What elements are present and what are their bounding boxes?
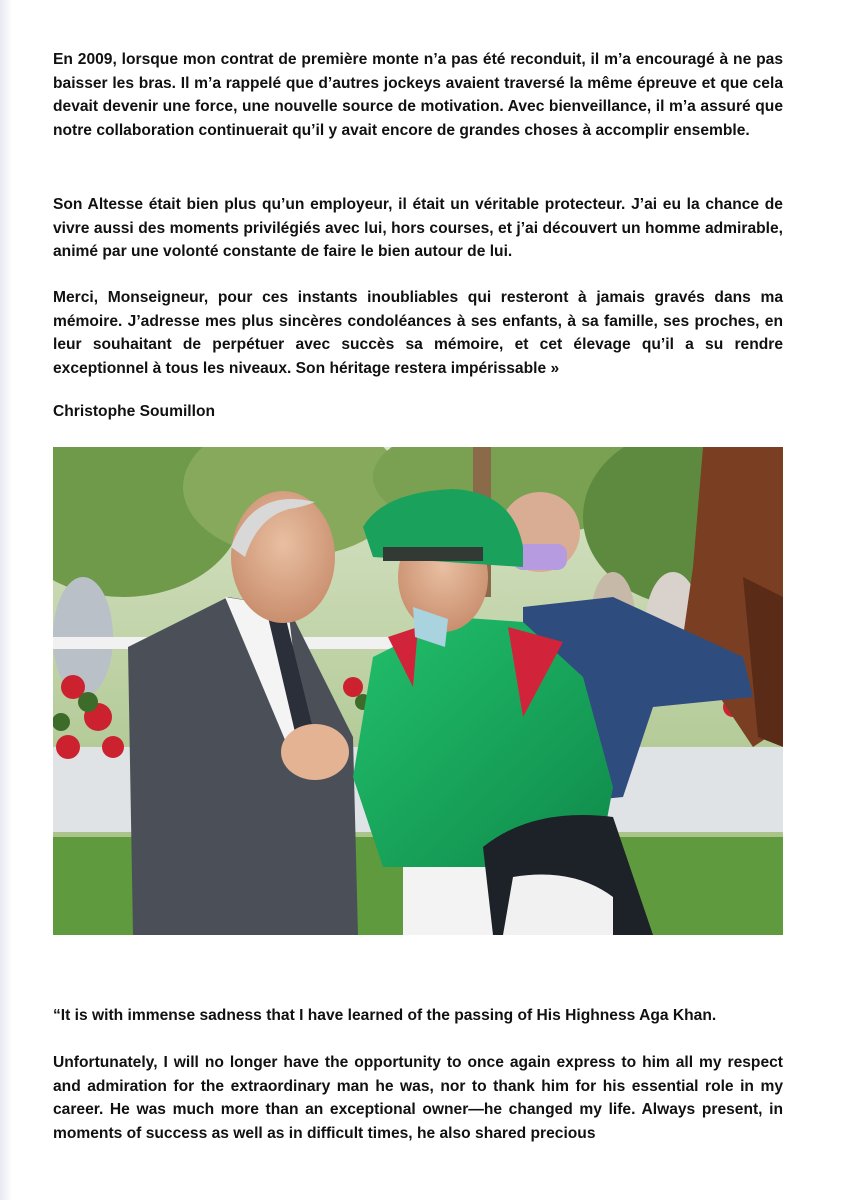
paragraph-en-2: Unfortunately, I will no longer have the opportunity to once again express to him all my respect and admiration for the extraordinary man he was, nor to thank him for his essential role in my career. He was much more than an exceptional owner—he changed my life. Always present, in moments of success as well as in difficult times, he also shared precious [53,1054,783,1142]
article-photo [53,447,783,935]
paragraph-fr-2: Son Altesse était bien plus qu’un employeur, il était un véritable protecteur. J’ai eu la chance de vivre aussi des moments privilégiés avec lui, hors courses, et j’ai découvert un homme admirable, animé par une volonté constante de faire le bien autour de lui. [53,196,783,261]
paragraph-fr-3: Merci, Monseigneur, pour ces instants inoubliables qui resteront à jamais gravés dans ma mémoire. J’adresse mes plus sincères condoléances à ses enfants, à sa famille, ses proches, en leur souhaitant de perpétuer avec succès sa mémoire, et cet élevage qu’il a su rendre exceptionnel à tous les niveaux. Son héritage restera impérissable » [53,289,783,377]
paragraph-fr-1: En 2009, lorsque mon contrat de première monte n’a pas été reconduit, il m’a encouragé à ne pas baisser les bras. Il m’a rappelé que d’autres jockeys avaient traversé la même épreuve et que cela devait devenir une force, une nouvelle source de motivation. Avec bienveillance, il m’a assuré que notre collaboration continuerait qu’il y avait encore de grandes choses à accomplir ensemble. [53,51,783,139]
page-edge-shadow [0,0,12,1200]
signature: Christophe Soumillon [53,403,215,420]
paragraph-en-1: “It is with immense sadness that I have learned of the passing of His Highness Aga Khan. [53,1007,717,1024]
